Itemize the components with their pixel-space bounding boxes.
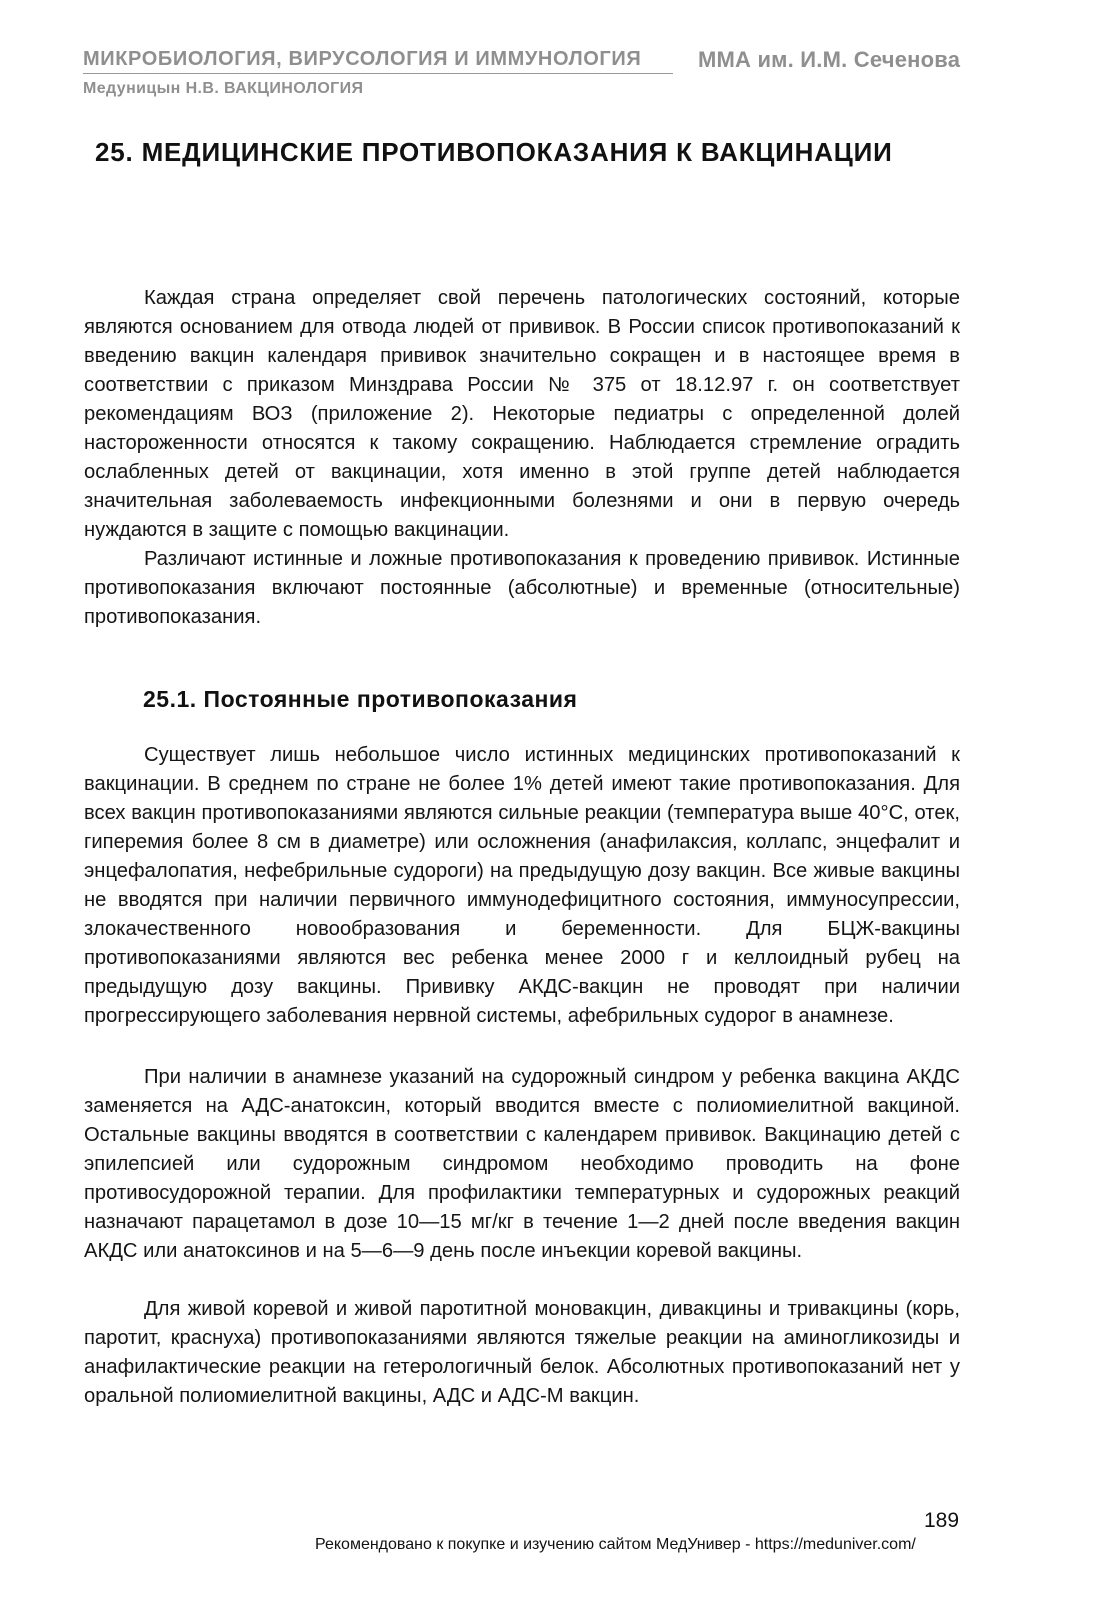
intro-paragraph-2: Различают истинные и ложные противопоказания к проведению прививок. Истинные противопоказания включают постоянные (абсолютные) и временные (относительные) противопоказания. [84, 548, 960, 628]
intro-paragraph-1: Каждая страна определяет свой перечень патологических состояний, которые являются основанием для отвода людей от прививок. В России список противопоказаний к введению вакцин календаря прививок значительно сокращен и в настоящее время в соответствии с приказом Минздрава России № 375 от 18.12.97 г. он соответствует рекомендациям ВОЗ (приложение 2). Некоторые педиатры с определенной долей настороженности относятся к такому сокращению. Наблюдается стремление оградить ослабленных детей от вакцинации, хотя именно в этой группе детей наблюдается значительная заболеваемость инфекционными болезнями и они в первую очередь нуждаются в защите с помощью вакцинации. [84, 287, 960, 541]
running-header-sub: Медуницын Н.В. ВАКЦИНОЛОГИЯ [83, 80, 364, 97]
section-paragraph-2: При наличии в анамнезе указаний на судорожный синдром у ребенка вакцина АКДС заменяется на АДС-анатоксин, который вводится вместе с полиомиелитной вакциной. Остальные вакцины вводятся в соответствии с календарем прививок. Вакцинацию детей с эпилепсией или судорожным синдромом необходимо проводить на фоне противосудорожной терапии. Для профилактики температурных и судорожных реакций назначают парацетамол в дозе 10—15 мг/кг в течение 1—2 дней после введения вакцин АКДС или анатоксинов и на 5—6—9 день после инъекции коревой вакцины. [84, 1066, 960, 1262]
chapter-title: 25. МЕДИЦИНСКИЕ ПРОТИВОПОКАЗАНИЯ К ВАКЦИНАЦИИ [95, 137, 893, 167]
section-title: 25.1. Постоянные противопоказания [143, 686, 578, 712]
section-paragraph-3: Для живой коревой и живой паротитной моновакцин, дивакцины и тривакцины (корь, паротит, краснуха) противопоказаниями являются тяжелые реакции на аминогликозиды и анафилактические реакции на гетерологичный белок. Абсолютных противопоказаний нет у оральной полиомиелитной вакцины, АДС и АДС-М вакцин. [84, 1298, 960, 1407]
running-header-left: МИКРОБИОЛОГИЯ, ВИРУСОЛОГИЯ И ИММУНОЛОГИЯ [83, 48, 642, 70]
page-number: 189 [924, 1509, 960, 1532]
running-header-right: ММА им. И.М. Сеченова [698, 47, 961, 72]
footer-note: Рекомендовано к покупке и изучению сайтом МедУнивер - https://meduniver.com/ [315, 1536, 916, 1553]
section-paragraph-1: Существует лишь небольшое число истинных медицинских противопоказаний к вакцинации. В среднем по стране не более 1% детей имеют такие противопоказания. Для всех вакцин противопоказаниями являются сильные реакции (температура выше 40°С, отек, гиперемия более 8 см в диаметре) или осложнения (анафилаксия, коллапс, энцефалит и энцефалопатия, нефебрильные судороги) на предыдущую дозу вакцин. Все живые вакцины не вводятся при наличии первичного иммунодефицитного состояния, иммуносупрессии, злокачественного новообразования и беременности. Для БЦЖ-вакцины противопоказаниями являются вес ребенка менее 2000 г и келлоидный рубец на предыдущую дозу вакцины. Прививку АКДС-вакцин не проводят при наличии прогрессирующего заболевания нервной системы, афебрильных судорог в анамнезе. [84, 744, 960, 1027]
header-rule [83, 73, 673, 74]
